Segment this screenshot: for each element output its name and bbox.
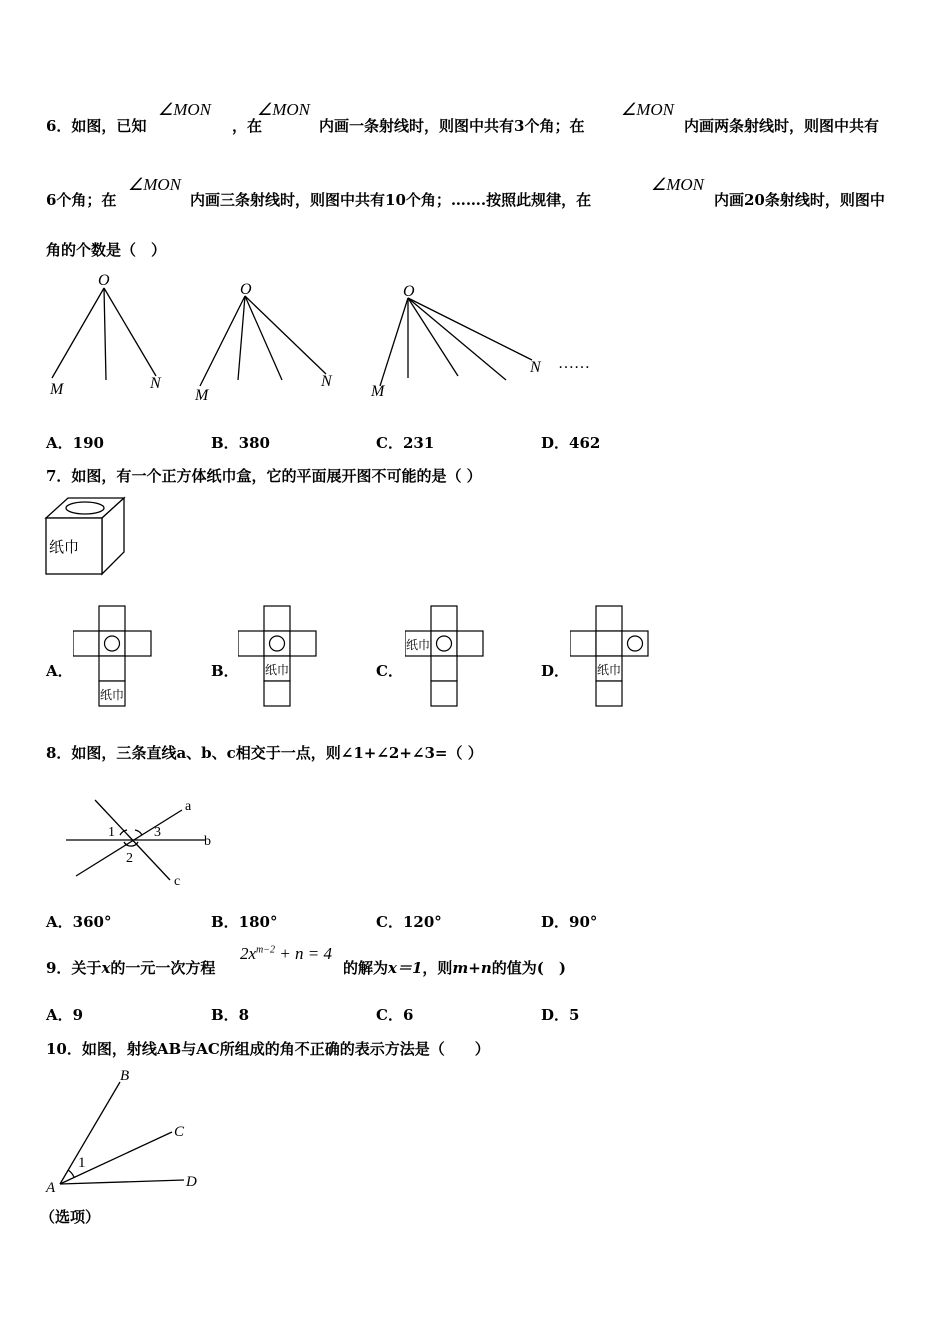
equation <box>240 944 332 964</box>
option-c[interactable]: C．6 <box>376 1006 414 1024</box>
label-1: 1 <box>78 1155 86 1171</box>
label-m: M <box>371 383 385 400</box>
label-n: N <box>321 373 332 390</box>
equation-exponent: m−2 <box>256 944 276 956</box>
m-plus-n: m+n <box>452 959 492 977</box>
option-c[interactable]: C．231 <box>376 434 435 452</box>
label-d: D <box>186 1174 197 1190</box>
option-c[interactable]: C．120° <box>376 913 442 931</box>
label-c: c <box>174 874 181 889</box>
var-x: x <box>101 959 111 977</box>
q9-question-tail <box>343 958 566 978</box>
label-a: A <box>46 1180 56 1196</box>
cube-label: 纸巾 <box>49 540 80 556</box>
q10-footer: （选项） <box>40 1208 101 1226</box>
q6-text: 内画20条射线时，则图中 <box>714 191 885 209</box>
option-a[interactable]: A．360° <box>46 913 112 931</box>
q6-text: 6．如图，已知 <box>46 117 147 135</box>
angle-mon: ∠MON <box>257 100 311 119</box>
q6-text: ，在 <box>232 117 263 135</box>
label-a: a <box>185 799 192 814</box>
label-c: C <box>174 1124 185 1140</box>
angle-mon: ∠MON <box>128 175 182 194</box>
q7-question: 7．如图，有一个正方体纸巾盒，它的平面展开图不可能的是（ ） <box>46 467 482 485</box>
option-c[interactable]: C． <box>376 662 403 680</box>
q6-text: 内画三条射线时，则图中共有10个角；…….按照此规律，在 <box>190 191 592 209</box>
angle-mon: ∠MON <box>158 100 212 119</box>
net-b[interactable] <box>238 604 318 708</box>
label-2: 2 <box>126 851 133 866</box>
option-b[interactable]: B．380 <box>211 434 270 452</box>
net-label: 纸巾 <box>100 688 125 702</box>
equation-rest: + n = 4 <box>275 944 332 963</box>
option-d[interactable]: D． <box>541 662 570 680</box>
label-o: O <box>240 281 252 298</box>
q6-line1 <box>46 116 146 136</box>
q9-text: 9．关于 <box>46 959 102 977</box>
q9-text: ，则 <box>422 959 453 977</box>
option-d[interactable]: D．90° <box>541 913 598 931</box>
q9-text: 的一元一次方程 <box>110 959 216 977</box>
q6-ray-figures <box>40 268 620 408</box>
solution: x＝1 <box>388 959 423 977</box>
option-b[interactable]: B．180° <box>211 913 278 931</box>
label-o: O <box>98 272 110 289</box>
label-m: M <box>50 381 64 398</box>
option-d[interactable]: D．462 <box>541 434 601 452</box>
label-1: 1 <box>108 825 115 840</box>
q8-question: 8．如图，三条直线a、b、c相交于一点，则∠1+∠2+∠3=（ ） <box>46 744 483 762</box>
net-d[interactable] <box>570 604 650 708</box>
option-b[interactable]: B． <box>211 662 239 680</box>
option-a[interactable]: A．190 <box>46 434 104 452</box>
option-d[interactable]: D．5 <box>541 1006 580 1024</box>
label-b: B <box>120 1068 130 1084</box>
q6-text: 6个角；在 <box>46 191 117 209</box>
tissue-box-cube <box>44 496 128 578</box>
net-c[interactable] <box>405 604 485 708</box>
angle-mon: ∠MON <box>651 175 705 194</box>
option-a[interactable]: A． <box>46 662 73 680</box>
rays-figure <box>40 1066 210 1196</box>
label-m: M <box>195 387 209 404</box>
q6-text: 内画两条射线时，则图中共有 <box>684 117 880 135</box>
angle-mon: ∠MON <box>621 100 675 119</box>
equation-base: 2x <box>240 944 257 963</box>
three-lines-figure <box>60 790 230 895</box>
option-b[interactable]: B．8 <box>211 1006 250 1024</box>
net-label: 纸巾 <box>597 663 622 677</box>
label-3: 3 <box>154 825 161 840</box>
label-n: N <box>150 375 161 392</box>
q9-text: 的值为( ) <box>491 959 566 977</box>
label-n: N <box>530 359 541 376</box>
label-o: O <box>403 283 415 300</box>
label-dots: …… <box>558 355 590 372</box>
q6-text: 内画一条射线时，则图中共有3个角；在 <box>319 117 585 135</box>
q6-text: 角的个数是（ ） <box>46 241 167 259</box>
q9-text: 的解为 <box>343 959 389 977</box>
option-a[interactable]: A．9 <box>46 1006 84 1024</box>
label-b: b <box>204 834 211 849</box>
net-label: 纸巾 <box>406 638 431 652</box>
net-a[interactable] <box>73 604 153 708</box>
q9-question <box>46 958 215 978</box>
q10-question: 10．如图，射线AB与AC所组成的角不正确的表示方法是（ ） <box>46 1040 490 1058</box>
net-label: 纸巾 <box>265 663 290 677</box>
